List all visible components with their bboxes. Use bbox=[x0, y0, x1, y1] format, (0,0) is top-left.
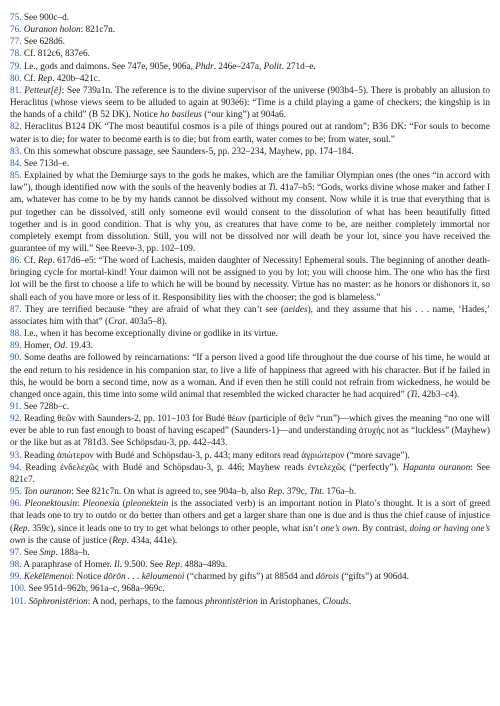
footnote bbox=[10, 583, 490, 595]
footnote-number-link[interactable]: 83. bbox=[10, 146, 22, 157]
footnote-number-link[interactable]: 101. bbox=[10, 596, 27, 607]
footnote-number-link[interactable]: 98. bbox=[10, 560, 22, 571]
footnote bbox=[10, 547, 490, 559]
footnote-text: See 728b–c. bbox=[21, 402, 70, 412]
footnote bbox=[10, 328, 490, 340]
footnote-text: Some deaths are followed by reincarnations: “If a person lived a good life throughout the due course of his time, he would at the end return to his residence in his companion star, to live a life of happiness that agreed with his character. But if he failed in this, he would be born a second time, now as a woman. And if even then he still could not refrain from wickedness, he would be changed once again, this time into some wild animal that resembled the wicked character he had acquired” (Ti. 42b3–c4). bbox=[10, 353, 490, 400]
footnote bbox=[10, 24, 490, 36]
footnote-number-link[interactable]: 97. bbox=[10, 547, 22, 558]
footnote-number-link[interactable]: 99. bbox=[10, 572, 22, 583]
footnote-text: Pleonektousin: Pleonexia (pleonektein is the associated verb) is an important notion in Plato’s thought. It is a sort of greed that leads one to try to outdo or do better than others and get a larger share than one is due and is thus the chief cause of injustice (Rep. 359c), since it leads one to try to get what belongs to other people, what isn’t one’s own. By contrast, doing or having one’s own is the cause of justice (Rep. 434a, 441e). bbox=[10, 499, 491, 546]
footnote-text: See 900c–d. bbox=[21, 13, 70, 23]
footnote-number-link[interactable]: 84. bbox=[10, 158, 22, 169]
footnote-number-link[interactable]: 77. bbox=[10, 37, 22, 48]
footnote-number-link[interactable]: 100. bbox=[10, 584, 27, 595]
footnote-number-link[interactable]: 93. bbox=[10, 450, 22, 461]
footnote-text: See 951d–962b, 961a–c, 968a–969c. bbox=[26, 584, 165, 595]
footnote-number-link[interactable]: 86. bbox=[10, 256, 22, 267]
footnote bbox=[10, 158, 490, 170]
footnote-number-link[interactable]: 80. bbox=[10, 73, 22, 84]
footnote-text: Kekēlēmenoi: Notice dōrōn . . . kēloumenoi (“charmed by gifts”) at 885d4 and dōrois (“gifts”) at 906d4. bbox=[23, 572, 409, 583]
footnote bbox=[10, 498, 490, 547]
footnote-text: Cf. Rep. 420b–421c. bbox=[21, 73, 101, 84]
footnote-text: Petteut[ē]: See 739a1n. The reference is to the divine supervisor of the universe (903b4–5). There is probably an allusion to Heraclitus (whose views seem to be alluded to again at 903e6): “Time is a child playing a game of checkers; the kingship is in the hands of a child” (B 52 DK). Notice ho basileus (“our king”) at 904a6. bbox=[10, 85, 490, 121]
footnote-text: I.e., gods and daimons. See 747e, 905e, 906a, Phdr. 246e–247a, Polit. 271d–e. bbox=[21, 61, 316, 72]
footnote-text: Sōphronistērion: A nod, perhaps, to the famous phrontistērion in Aristophanes, Clouds. bbox=[28, 596, 352, 607]
footnote-number-link[interactable]: 90. bbox=[10, 353, 22, 364]
footnote bbox=[10, 61, 490, 73]
footnote-text: On this somewhat obscure passage, see Saunders-5, pp. 232–234, Mayhew, pp. 174–184. bbox=[21, 146, 354, 157]
footnote-text: Ton ouranon: See 821c7n. On what is agreed to, see 904a–b, also Rep. 379c, Tht. 176a–b. bbox=[23, 487, 357, 498]
footnote-text: See Smp. 188a–b. bbox=[21, 547, 90, 558]
footnote bbox=[10, 352, 490, 401]
footnote-number-link[interactable]: 79. bbox=[10, 61, 22, 72]
footnote-text: Cf. Rep. 617d6–e5: “The word of Lachesis, maiden daughter of Necessity! Ephemeral souls. The beginning of another death-bringing cycle for mortal-kind! Your daimon will not be assigned to you by lot; you will choose him. The one who has the first lot will be the first to choose a life to which he will be bound by necessity. Virtue has no master: as he honors or dishonors it, so shall each of you have more or less of it. Responsibility lies with the chooser; the god is blameless.” bbox=[10, 256, 491, 303]
footnote-text: Reading ἐνδελεχῶς with Budé and Schöpsdau-3, p. 446; Mayhew reads ἐντελεχῶς (“perfectly”). Hapanta ouranon: See 821c7. bbox=[10, 462, 490, 485]
footnote-number-link[interactable]: 96. bbox=[10, 499, 22, 510]
footnote-number-link[interactable]: 85. bbox=[10, 171, 22, 182]
footnote bbox=[10, 596, 490, 608]
footnote-number-link[interactable]: 82. bbox=[10, 122, 22, 133]
footnote bbox=[10, 413, 490, 449]
footnote-text: Heraclitus B124 DK “The most beautiful cosmos is a pile of things poured out at random”; B36 DK: “For souls to become water is to die; for water to become earth is to die; but from earth, water comes to be; from water, soul.” bbox=[10, 122, 490, 145]
footnote-text: Homer, Od. 19.43. bbox=[21, 341, 93, 352]
footnote bbox=[10, 450, 490, 462]
footnote-text: See 713d–e. bbox=[21, 158, 70, 169]
footnote-text: I.e., when it has become exceptionally divine or godlike in its virtue. bbox=[21, 329, 278, 340]
footnote bbox=[10, 48, 490, 60]
footnote bbox=[10, 462, 490, 486]
footnote-text: See 628d6. bbox=[21, 37, 65, 48]
footnote bbox=[10, 146, 490, 158]
footnote bbox=[10, 73, 490, 85]
footnote-number-link[interactable]: 88. bbox=[10, 329, 22, 340]
footnote bbox=[10, 571, 490, 583]
footnote-number-link[interactable]: 76. bbox=[10, 25, 22, 36]
footnote bbox=[10, 12, 490, 24]
footnote bbox=[10, 401, 490, 413]
footnote-number-link[interactable]: 89. bbox=[10, 341, 22, 352]
footnote bbox=[10, 304, 490, 328]
footnote bbox=[10, 340, 490, 352]
footnote bbox=[10, 170, 490, 255]
footnote bbox=[10, 559, 490, 571]
footnote-number-link[interactable]: 91. bbox=[10, 402, 22, 412]
footnote-text: Cf. 812c6, 837e6. bbox=[21, 49, 90, 60]
footnote-text: Ouranon holon: 821c7n. bbox=[23, 25, 116, 36]
footnote-number-link[interactable]: 92. bbox=[10, 414, 22, 425]
footnote-number-link[interactable]: 94. bbox=[10, 462, 22, 473]
footnote-number-link[interactable]: 78. bbox=[10, 49, 22, 60]
footnote-number-link[interactable]: 81. bbox=[10, 85, 22, 96]
footnote-text: Reading ἀπώτερον with Budé and Schöpsdau-3, p. 443; many editors read ἀγριώτερον (“more savage”). bbox=[21, 450, 410, 461]
footnote bbox=[10, 85, 490, 121]
footnote bbox=[10, 36, 490, 48]
footnote-text: Reading θεῶν with Saunders-2, pp. 101–103 for Budé θέων (participle of θεῖν “run”)—which gives the meaning “no one will ever be able to run fast enough to boast of having escaped” (Saunders-1)—and understanding ἀτυχής not as “luckless” (Mayhew) or the like but as at 781d3. See Schöpsdau-3, pp. 442–443. bbox=[10, 414, 490, 449]
footnote bbox=[10, 486, 490, 498]
footnote-number-link[interactable]: 75. bbox=[10, 13, 22, 23]
footnote bbox=[10, 255, 490, 304]
footnote-text: Explained by what the Demiurge says to the gods he makes, which are the familiar Olympian ones (the ones “in accord with law”), though identified now with the souls of the heavenly bodies at Ti. 41a7–b5: “Gods, works divine whose maker and father I am, whatever has come to be by my hands cannot be dissolved without my consent. Now while it is true that everything that is put together can be dissolved, still only someone evil would consent to the dissolution of what has been beautifully fitted together and is in good condition. That is why you, as creatures that have come to be, are neither completely immortal nor completely exempt from dissolution. Still, you will not be dissolved nor will death be your lot, since you have received the guarantee of my will.” See Reeve-3, pp. 102–109. bbox=[10, 171, 490, 254]
footnote bbox=[10, 121, 490, 145]
footnote-number-link[interactable]: 87. bbox=[10, 304, 22, 315]
footnote-number-link[interactable]: 95. bbox=[10, 487, 22, 498]
footnote-text: A paraphrase of Homer. Il. 9.500. See Rep. 488a–489a. bbox=[21, 560, 228, 571]
footnote-text: They are terrified because “they are afraid of what they can’t see (aeides), and they assume that his . . . name, ‘Hades,’ associates him with that” (Crat. 403a5–8). bbox=[10, 304, 490, 327]
